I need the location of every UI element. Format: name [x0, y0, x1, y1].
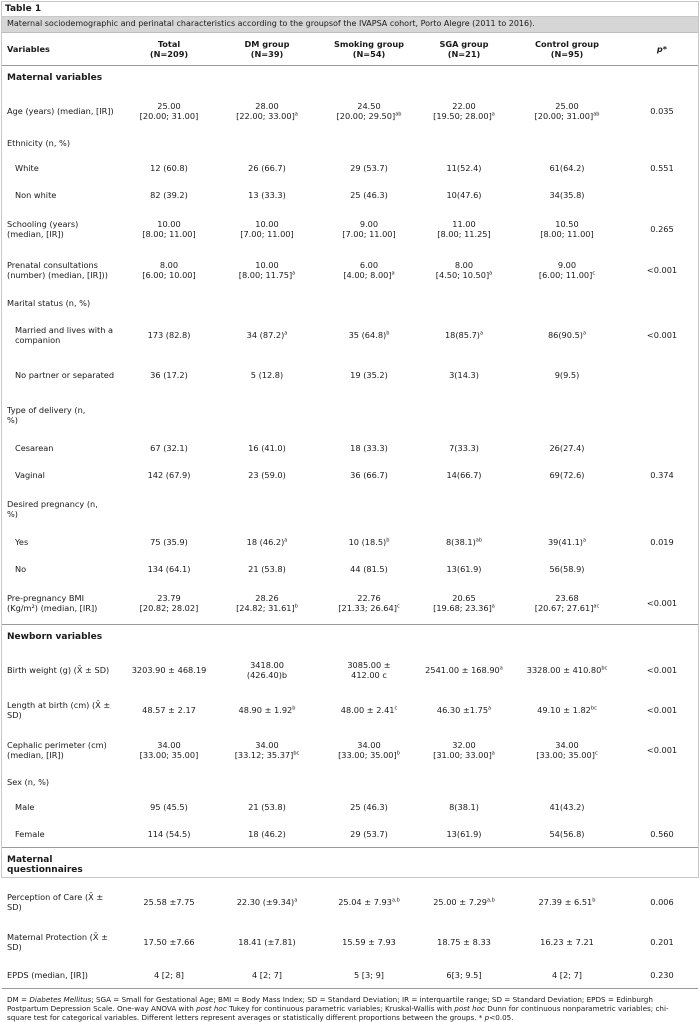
cell-total: 17.50 ±7.66: [143, 936, 195, 947]
cell-sga: 10(47.6): [446, 190, 482, 200]
row-label: Ethnicity (n, %): [7, 137, 71, 148]
cell-dm: 28.00 [22.00; 33.00]$^a$: [236, 100, 298, 121]
header-smoking: Smoking group (N=54): [318, 33, 420, 66]
table-page: [1, 1, 699, 1022]
cell-sga: 20.65 [19.68; 23.36]$^a$: [433, 593, 495, 614]
cell-control: 10.50 [8.00; 11.00]: [540, 218, 594, 239]
cell-control: 9.00 [6.00; 11.00]$^c$: [538, 259, 596, 280]
cell-control: $39(41.1)^a$: [547, 537, 587, 547]
row-label: Schooling (years) (median, [IR]): [7, 218, 79, 239]
cell-smoking: 36 (66.7): [350, 470, 388, 480]
cell-sga: 13(61.9): [446, 564, 482, 574]
row-label: Prenatal consultations (number) (median, [IR])): [7, 259, 108, 280]
cell-sga: $25.00 \pm 7.29^{a,b}$: [433, 896, 495, 907]
header-variables: Variables: [2, 33, 122, 66]
row-label: Pre-pregnancy BMI (Kg/m²) (median, [IR]): [7, 593, 98, 614]
cell-total: 82 (39.2): [150, 190, 188, 200]
table-row: [2, 882, 698, 922]
row-label: Age (years) (median, [IR]): [7, 105, 114, 116]
cell-smoking: 15.59 ± 7.93: [342, 936, 396, 947]
cell-p: 0.374: [650, 470, 674, 480]
section-row: [2, 625, 698, 650]
table-row: [2, 155, 698, 182]
cell-dm: 18 $(46.2)^a$: [246, 537, 288, 547]
table-row: [2, 209, 698, 249]
cell-control: 16.23 ± 7.21: [540, 936, 594, 947]
cell-sga: 8(38.1): [449, 802, 479, 812]
cell-total: 23.79 [20.82; 28.02]: [139, 593, 199, 614]
header-dm: DM group (N=39): [216, 33, 318, 66]
table-row: [2, 529, 698, 556]
row-label: Cesarean: [15, 443, 54, 453]
table-row: [2, 395, 698, 435]
cell-control: 61(64.2): [549, 163, 585, 173]
cell-p: <0.001: [646, 598, 678, 609]
table-row: [2, 583, 698, 625]
cell-sga: 22.00 [19.50; 28.00]$^a$: [433, 100, 495, 121]
cell-control: 56(58.9): [549, 564, 585, 574]
cell-sga: 11.00 [8.00; 11.25]: [437, 218, 491, 239]
cell-p: <0.001: [646, 744, 678, 755]
cell-total: 75 (35.9): [150, 537, 188, 547]
row-label: Married and lives with a companion: [15, 324, 114, 345]
table-row: [2, 131, 698, 155]
cell-total: 12 (60.8): [150, 163, 188, 173]
cell-smoking: 24.50 [20.00; 29.50]$^{ab}$: [336, 100, 402, 121]
cell-total: 25.00 [20.00; 31.00]: [139, 100, 199, 121]
cell-sga: 46.30 ±1.75$^a$: [436, 704, 492, 715]
cell-sga: $8(38.1)^{ab}$: [445, 537, 483, 547]
table-row: [2, 650, 698, 690]
cell-p: <0.001: [646, 264, 678, 275]
table-row: [2, 462, 698, 489]
cell-sga: 7(33.3): [449, 443, 479, 453]
cell-smoking: 44 (81.5): [350, 564, 388, 574]
cell-dm: 4 [2; 7]: [216, 962, 318, 989]
cell-smoking: $25.04 \pm 7.93^{a,b}$: [338, 896, 400, 907]
cell-control: 34(35.8): [549, 190, 585, 200]
table-row: [2, 690, 698, 730]
row-label: Length at birth (cm) (X̄ ± SD): [7, 699, 111, 720]
table-row: [2, 249, 698, 291]
table-footnote: DM = Diabetes Mellitus; SGA = Small for Gestational Age; BMI = Body Mass Index; SD = Standard Deviation; IR = interquartile range; SD = Standard Deviation; EPDS = Edinburgh Postpartum Depression Scale. One-way ANOVA with post hoc Tukey for continuous parametric variables; Kruskal-Wallis with post hoc Dunn for continuous nonparametric variables; chi-square test for categorical variables. Different letters represent averages or statistically different proportions between the groups. * p<0.05.: [7, 995, 669, 1022]
row-label: Female: [15, 828, 45, 839]
cell-p: <0.001: [646, 704, 678, 715]
row-label: Vaginal: [15, 470, 45, 480]
row-label: EPDS (median, [IR]): [2, 962, 122, 989]
cell-smoking: 29 (53.7): [350, 828, 388, 839]
table-row: [2, 794, 698, 821]
cell-p: [626, 355, 698, 395]
cell-dm: 10.00 [8.00; 11.75]$^a$: [238, 259, 296, 280]
cell-sga: 3(14.3): [449, 369, 479, 380]
cell-dm: 22.30 $(\pm 9.34)^a$: [236, 896, 298, 907]
cell-control: 41(43.2): [549, 802, 585, 812]
cell-total: 114 (54.5): [147, 828, 191, 839]
cell-smoking: 6.00 [4.00; 8.00]$^a$: [343, 259, 395, 280]
cell-control: 25.00 [20.00; 31.00]$^{ab}$: [534, 100, 600, 121]
header-total: Total (N=209): [122, 33, 216, 66]
row-label: White: [15, 163, 39, 173]
row-label: Marital status (n, %): [7, 297, 91, 308]
row-label: Male: [15, 802, 35, 812]
cell-smoking: 22.76 [21.33; 26.64]$^c$: [338, 593, 400, 614]
cell-p: 0.551: [650, 163, 674, 173]
cell-p: 0.230: [626, 962, 698, 989]
cell-sga: 14(66.7): [446, 470, 482, 480]
table-row: [2, 770, 698, 794]
cell-dm: 18.41 (±7.81): [238, 936, 296, 947]
row-label: Yes: [15, 537, 29, 547]
table-row: [2, 730, 698, 770]
cell-p: <0.001: [646, 664, 678, 675]
section-row: [2, 66, 698, 91]
cell-p: 0.560: [650, 828, 674, 839]
row-label: No partner or separated: [15, 369, 115, 380]
cell-sga: 18.75 ± 8.33: [437, 936, 491, 947]
cell-p: 0.006: [650, 896, 674, 907]
cell-smoking: 5 [3; 9]: [318, 962, 420, 989]
cell-smoking: 18 (33.3): [350, 443, 388, 453]
cell-dm: 3418.00 (426.40)b: [246, 659, 288, 680]
cell-p: 0.035: [650, 105, 674, 116]
row-label: Non white: [15, 190, 57, 200]
cell-dm: 21 (53.8): [248, 802, 286, 812]
row-label: Sex (n, %): [7, 776, 50, 787]
cell-smoking: 48.00 ± 2.41$^c$: [340, 704, 398, 715]
cell-control: 9(9.5): [554, 369, 580, 380]
cell-total: 36 (17.2): [150, 369, 188, 380]
cell-p: 0.019: [650, 537, 674, 547]
cell-p: <0.001: [646, 329, 678, 340]
cell-control: 54(56.8): [549, 828, 585, 839]
cell-control: 23.68 [20.67; 27.61]$^{ac}$: [534, 593, 600, 614]
row-label: Desired pregnancy (n, %): [7, 498, 98, 519]
cell-dm: 26 (66.7): [248, 163, 286, 173]
table-row: [2, 291, 698, 315]
table-row: [2, 435, 698, 462]
cell-sga: 32.00 [31.00; 33.00]$^a$: [433, 739, 495, 760]
cell-sga: 11(52.4): [446, 163, 482, 173]
cell-p: [626, 182, 698, 209]
cell-sga: 13(61.9): [446, 828, 482, 839]
cell-sga: 2541.00 ± 168.90$^a$: [425, 664, 503, 675]
cell-smoking: 9.00 [7.00; 11.00]: [342, 218, 396, 239]
cell-dm: 18 (46.2): [248, 828, 286, 839]
cell-control: 49.10 ± 1.82$^{bc}$: [537, 704, 597, 715]
cell-dm: 21 (53.8): [248, 564, 286, 574]
row-label: Perception of Care (X̄ ± SD): [7, 891, 104, 912]
row-label: No: [15, 564, 27, 574]
cell-total: 134 (64.1): [147, 564, 191, 574]
row-label: Cephalic perimeter (cm) (median, [IR]): [7, 739, 107, 760]
table-row: [2, 962, 698, 989]
cell-sga: 8.00 [4.50; 10.50]$^a$: [435, 259, 493, 280]
cell-total: 48.57 ± 2.17: [142, 704, 196, 715]
table-row: [2, 556, 698, 583]
cell-control: $86(90.5)^a$: [547, 329, 587, 340]
cell-control: 26(27.4): [549, 443, 585, 453]
cell-total: 67 (32.1): [150, 443, 188, 453]
cell-total: 34.00 [33.00; 35.00]: [139, 739, 199, 760]
cell-p: [626, 435, 698, 462]
cell-total: 8.00 [6.00; 10.00]: [142, 259, 196, 280]
cell-dm: 28.26 [24.82; 31.61]$^b$: [236, 593, 298, 614]
table-row: [2, 821, 698, 848]
cell-dm: 34.00 [33.12; 35.37]$^{bc}$: [234, 739, 300, 760]
cell-smoking: 25 (46.3): [350, 190, 388, 200]
cell-smoking: 29 (53.7): [350, 163, 388, 173]
row-label: Birth weight (g) (X̄ ± SD): [7, 664, 110, 675]
cell-control: 34.00 [33.00; 35.00]$^c$: [536, 739, 598, 760]
cell-dm: 16 (41.0): [248, 443, 286, 453]
section-maternal: Maternal variables: [7, 73, 103, 84]
cell-total: 25.58 ±7.75: [143, 896, 195, 907]
data-table: [2, 33, 698, 989]
cell-dm: 13 (33.3): [248, 190, 286, 200]
cell-dm: 5 (12.8): [250, 369, 284, 380]
table-row: [2, 922, 698, 962]
cell-p: 0.201: [650, 936, 674, 947]
row-label: Maternal Protection (X̄ ± SD): [7, 931, 108, 952]
cell-total: 4 [2; 8]: [122, 962, 216, 989]
cell-smoking: 25 (46.3): [350, 802, 388, 812]
cell-total: 173 (82.8): [147, 329, 191, 340]
cell-control: 3328.00 ± 410.80$^{bc}$: [526, 664, 608, 675]
cell-dm: 48.90 ± 1.92$^b$: [238, 704, 296, 715]
cell-total: 10.00 [8.00; 11.00]: [142, 218, 196, 239]
cell-smoking: 3085.00 ± 412.00 c: [347, 659, 391, 680]
section-newborn: Newborn variables: [2, 625, 698, 650]
cell-p: [626, 556, 698, 583]
table-row: [2, 315, 698, 355]
table-row: [2, 489, 698, 529]
table-caption: Maternal sociodemographic and perinatal characteristics according to the groupsof the IVAPSA cohort, Porto Alegre (2011 to 2016).: [2, 17, 698, 33]
cell-total: 142 (67.9): [147, 470, 191, 480]
row-label: Type of delivery (n, %): [7, 404, 86, 425]
cell-dm: 23 (59.0): [248, 470, 286, 480]
header-row: [2, 33, 698, 66]
section-questionnaires: Maternal questionnaires: [2, 848, 698, 882]
cell-p: [626, 794, 698, 821]
cell-dm: 10.00 [7.00; 11.00]: [240, 218, 294, 239]
cell-smoking: 10 $(18.5)^b$: [348, 537, 390, 547]
cell-dm: 34 $(87.2)^a$: [246, 329, 288, 340]
cell-control: 69(72.6): [549, 470, 585, 480]
cell-control: 4 [2; 7]: [508, 962, 626, 989]
table-number: Table 1: [2, 2, 698, 17]
cell-smoking: 19 (35.2): [350, 369, 388, 380]
cell-smoking: 34.00 [33.00; 35.00]$^b$: [338, 739, 400, 760]
cell-smoking: 35 $(64.8)^b$: [348, 329, 390, 340]
cell-total: 95 (45.5): [150, 802, 188, 812]
cell-total: 3203.90 ± 468.19: [131, 664, 207, 675]
cell-control: 27.39 ± 6.51$^b$: [538, 896, 596, 907]
cell-sga: $18(85.7)^a$: [444, 329, 484, 340]
cell-p: 0.265: [650, 223, 674, 234]
table-row: [2, 182, 698, 209]
table-row: [2, 91, 698, 131]
header-control: Control group (N=95): [508, 33, 626, 66]
header-p: p*: [626, 33, 698, 66]
table-row: [2, 355, 698, 395]
cell-sga: 6[3; 9.5]: [420, 962, 508, 989]
section-row: [2, 848, 698, 882]
header-sga: SGA group (N=21): [420, 33, 508, 66]
